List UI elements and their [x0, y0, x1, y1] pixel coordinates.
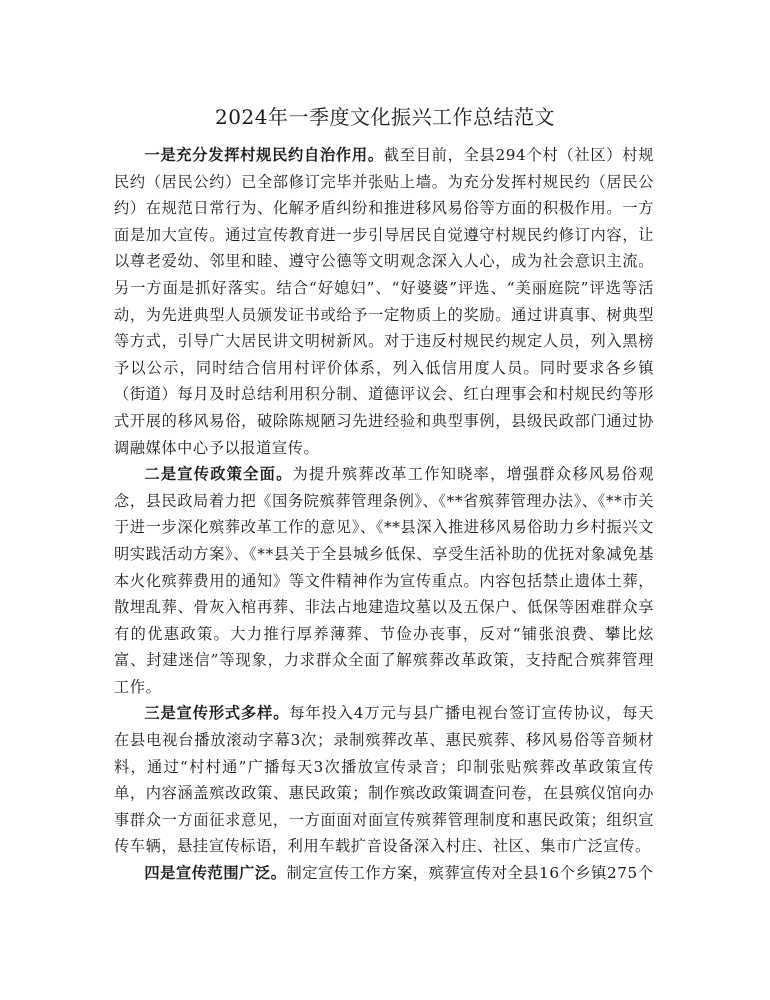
paragraph-village-rules — [114, 142, 654, 461]
paragraph-text: 制定宣传工作方案，殡葬宣传对全县16个乡镇275个 — [286, 864, 654, 883]
paragraph-lead: 二是宣传政策全面。 — [144, 465, 293, 484]
paragraph-text: 为提升殡葬改革工作知晓率，增强群众移风易俗观念，县民政局着力把《国务院殡葬管理条例》、《**省殡葬管理办法》、《**市关于进一步深化殡葬改革工作的意见》、《**县深入推进移风易俗助力乡村振兴文明实践活动方案》、《**县关于全县城乡低保、享受生活补助的优抚对象减免基本火化殡葬费用的通知》等文件精神作为宣传重点。内容包括禁止遗体土葬，散埋乱葬、骨灰入棺再葬、非法占地建造坟墓以及五保户、低保等困难群众享有的优惠政策。大力推行厚养薄葬、节俭办丧事，反对“铺张浪费、攀比炫富、封建迷信”等现象，力求群众全面了解殡葬改革政策，支持配合殡葬管理工作。 — [114, 465, 655, 696]
paragraph-text: 每年投入4万元与县广播电视台签订宣传协议，每天在县电视台播放滚动字幕3次；录制殡葬改革、惠民殡葬、移风易俗等音频材料，通过“村村通”广播每天3次播放宣传录音；印制张贴殡葬改革政策宣传单，内容涵盖殡改政策、惠民政策；制作殡改政策调查问卷，在县殡仪馆向办事群众一方面征求意见，一方面面对面宣传殡葬管理制度和惠民政策；组织宣传车辆，悬挂宣传标语，利用车载扩音设备深入村庄、社区、集市广泛宣传。 — [114, 704, 654, 856]
paragraph-lead: 四是宣传范围广泛。 — [144, 864, 287, 883]
paragraph-publicity-scope — [114, 860, 654, 887]
document-body — [114, 142, 654, 887]
paragraph-policy-publicity — [114, 461, 654, 700]
paragraph-publicity-forms — [114, 700, 654, 860]
paragraph-text: 截至目前，全县294个村（社区）村规民约（居民公约）已全部修订完毕并张贴上墙。为充分发挥村规民约（居民公约）在规范日常行为、化解矛盾纠纷和推进移风易俗等方面的积极作用。一方面是加大宣传。通过宣传教育进一步引导居民自觉遵守村规民约修订内容，让以尊老爱幼、邻里和睦、遵守公德等文明观念深入人心，成为社会意识主流。另一方面是抓好落实。结合“好媳妇”、“好婆婆”评选、“美丽庭院”评选等活动，为先进典型人员颁发证书或给予一定物质上的奖励。通过讲真事、树典型等方式，引导广大居民讲文明树新风。对于违反村规民约规定人员，列入黑榜予以公示，同时结合信用村评价体系，列入低信用度人员。同时要求各乡镇（街道）每月及时总结利用积分制、道德评议会、红白理事会和村规民约等形式开展的移风易俗，破除陈规陋习先进经验和典型事例，县级民政部门通过协调融媒体中心予以报道宣传。 — [114, 146, 654, 457]
paragraph-lead: 三是宣传形式多样。 — [144, 704, 290, 723]
paragraph-lead: 一是充分发挥村规民约自治作用。 — [144, 146, 384, 164]
document-title: 2024年一季度文化振兴工作总结范文 — [215, 105, 555, 129]
